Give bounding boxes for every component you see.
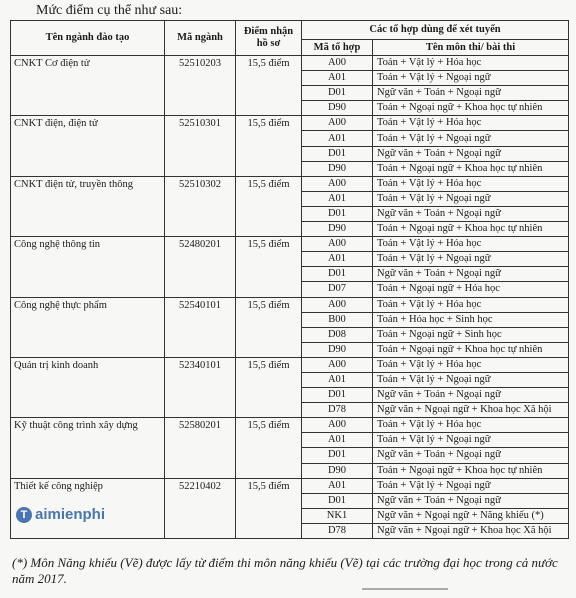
subjects-cell: Toán + Ngoại ngữ + Khoa học tự nhiên <box>373 342 569 357</box>
subjects-cell: Ngữ văn + Toán + Ngoại ngữ <box>373 267 569 282</box>
combo-code-cell: A01 <box>302 131 373 146</box>
major-code-cell: 52210402 <box>165 478 236 538</box>
combo-code-cell: D90 <box>302 161 373 176</box>
subjects-cell: Toán + Hóa học + Sinh học <box>373 312 569 327</box>
header-group-title: Các tổ hợp dùng để xét tuyển <box>302 21 569 40</box>
major-code-cell: 52580201 <box>165 418 236 478</box>
major-name-cell: Công nghệ thông tin <box>11 237 165 297</box>
table-row <box>11 237 569 252</box>
score-cell: 15,5 điểm <box>236 116 302 176</box>
combo-code-cell: A00 <box>302 418 373 433</box>
header-subjects: Tên môn thi/ bài thi <box>373 40 569 56</box>
subjects-cell: Ngữ văn + Ngoại ngữ + Năng khiếu (*) <box>373 508 569 523</box>
table-row <box>11 56 569 71</box>
score-cell: 15,5 điểm <box>236 237 302 297</box>
footnote: (*) Môn Năng khiếu (Vẽ) được lấy từ điểm thi môn năng khiếu (Vẽ) tại các trường đại học trong cả nước năm 2017. <box>12 555 558 586</box>
combo-code-cell: D01 <box>302 146 373 161</box>
intro-text: Mức điểm cụ thể như sau: <box>36 3 183 18</box>
combo-code-cell: NK1 <box>302 508 373 523</box>
table-row <box>11 418 569 433</box>
subjects-cell: Toán + Vật lý + Ngoại ngữ <box>373 71 569 86</box>
subjects-cell: Toán + Vật lý + Hóa học <box>373 116 569 131</box>
subjects-cell: Toán + Vật lý + Ngoại ngữ <box>373 372 569 387</box>
combo-code-cell: A01 <box>302 478 373 493</box>
table-row <box>11 176 569 191</box>
combo-code-cell: A01 <box>302 372 373 387</box>
combo-code-cell: A00 <box>302 297 373 312</box>
subjects-cell: Toán + Ngoại ngữ + Hóa học <box>373 282 569 297</box>
subjects-cell: Ngữ văn + Toán + Ngoại ngữ <box>373 493 569 508</box>
major-code-cell: 52480201 <box>165 237 236 297</box>
admission-table <box>10 20 569 539</box>
table-row <box>11 116 569 131</box>
header-major-code: Mã ngành <box>165 21 236 56</box>
header-combo-code: Mã tổ hợp <box>302 40 373 56</box>
combo-code-cell: D01 <box>302 448 373 463</box>
combo-code-cell: D01 <box>302 493 373 508</box>
combo-code-cell: A00 <box>302 237 373 252</box>
watermark-text: aimienphi <box>35 506 106 523</box>
combo-code-cell: D01 <box>302 86 373 101</box>
major-name-cell: Thiết kế công nghiệp <box>11 478 165 538</box>
combo-code-cell: D01 <box>302 267 373 282</box>
subjects-cell: Ngữ văn + Toán + Ngoại ngữ <box>373 146 569 161</box>
major-code-cell: 52540101 <box>165 297 236 357</box>
combo-code-cell: A01 <box>302 252 373 267</box>
combo-code-cell: D01 <box>302 388 373 403</box>
subjects-cell: Toán + Vật lý + Ngoại ngữ <box>373 433 569 448</box>
combo-code-cell: D90 <box>302 101 373 116</box>
subjects-cell: Toán + Ngoại ngữ + Sinh học <box>373 327 569 342</box>
major-name-cell: Quản trị kinh doanh <box>11 357 165 417</box>
watermark-icon: T <box>16 507 32 523</box>
combo-code-cell: A01 <box>302 433 373 448</box>
combo-code-cell: A00 <box>302 357 373 372</box>
major-code-cell: 52510301 <box>165 116 236 176</box>
score-cell: 15,5 điểm <box>236 478 302 538</box>
combo-code-cell: D07 <box>302 282 373 297</box>
major-name-cell: CNKT điện, điện tử <box>11 116 165 176</box>
major-code-cell: 52510203 <box>165 56 236 116</box>
subjects-cell: Ngữ văn + Toán + Ngoại ngữ <box>373 86 569 101</box>
subjects-cell: Toán + Vật lý + Hóa học <box>373 237 569 252</box>
combo-code-cell: D78 <box>302 523 373 538</box>
subjects-cell: Toán + Vật lý + Hóa học <box>373 357 569 372</box>
admission-table-container <box>10 20 568 539</box>
subjects-cell: Toán + Vật lý + Ngoại ngữ <box>373 478 569 493</box>
subjects-cell: Toán + Vật lý + Ngoại ngữ <box>373 252 569 267</box>
watermark-logo <box>16 506 105 523</box>
score-cell: 15,5 điểm <box>236 297 302 357</box>
score-cell: 15,5 điểm <box>236 418 302 478</box>
subjects-cell: Toán + Vật lý + Hóa học <box>373 56 569 71</box>
table-row <box>11 357 569 372</box>
major-name-cell: Kỹ thuật công trình xây dựng <box>11 418 165 478</box>
score-cell: 15,5 điểm <box>236 357 302 417</box>
combo-code-cell: D78 <box>302 403 373 418</box>
header-major-name: Tên ngành đào tạo <box>11 21 165 56</box>
combo-code-cell: D08 <box>302 327 373 342</box>
header-score: Điểm nhận hồ sơ <box>236 21 302 56</box>
subjects-cell: Ngữ văn + Ngoại ngữ + Khoa học Xã hội <box>373 523 569 538</box>
combo-code-cell: D90 <box>302 463 373 478</box>
subjects-cell: Toán + Ngoại ngữ + Khoa học tự nhiên <box>373 222 569 237</box>
table-row <box>11 478 569 493</box>
score-cell: 15,5 điểm <box>236 176 302 236</box>
signature-stamp-edge <box>362 588 448 598</box>
combo-code-cell: A01 <box>302 191 373 206</box>
table-body <box>11 56 569 539</box>
combo-code-cell: A00 <box>302 116 373 131</box>
combo-code-cell: B00 <box>302 312 373 327</box>
major-name-cell: Công nghệ thực phẩm <box>11 297 165 357</box>
subjects-cell: Ngữ văn + Toán + Ngoại ngữ <box>373 388 569 403</box>
combo-code-cell: D90 <box>302 342 373 357</box>
combo-code-cell: A00 <box>302 56 373 71</box>
major-name-cell: CNKT Cơ điện tử <box>11 56 165 116</box>
subjects-cell: Toán + Vật lý + Ngoại ngữ <box>373 191 569 206</box>
subjects-cell: Toán + Vật lý + Ngoại ngữ <box>373 131 569 146</box>
subjects-cell: Ngữ văn + Toán + Ngoại ngữ <box>373 206 569 221</box>
major-code-cell: 52510302 <box>165 176 236 236</box>
subjects-cell: Ngữ văn + Ngoại ngữ + Khoa học Xã hội <box>373 403 569 418</box>
combo-code-cell: A01 <box>302 71 373 86</box>
combo-code-cell: A00 <box>302 176 373 191</box>
subjects-cell: Toán + Vật lý + Hóa học <box>373 418 569 433</box>
combo-code-cell: D01 <box>302 206 373 221</box>
major-name-cell: CNKT điện tử, truyền thông <box>11 176 165 236</box>
combo-code-cell: D90 <box>302 222 373 237</box>
subjects-cell: Toán + Ngoại ngữ + Khoa học tự nhiên <box>373 161 569 176</box>
table-row <box>11 297 569 312</box>
major-code-cell: 52340101 <box>165 357 236 417</box>
subjects-cell: Toán + Ngoại ngữ + Khoa học tự nhiên <box>373 463 569 478</box>
subjects-cell: Ngữ văn + Toán + Ngoại ngữ <box>373 448 569 463</box>
subjects-cell: Toán + Vật lý + Hóa học <box>373 176 569 191</box>
subjects-cell: Toán + Ngoại ngữ + Khoa học tự nhiên <box>373 101 569 116</box>
subjects-cell: Toán + Vật lý + Hóa học <box>373 297 569 312</box>
score-cell: 15,5 điểm <box>236 56 302 116</box>
